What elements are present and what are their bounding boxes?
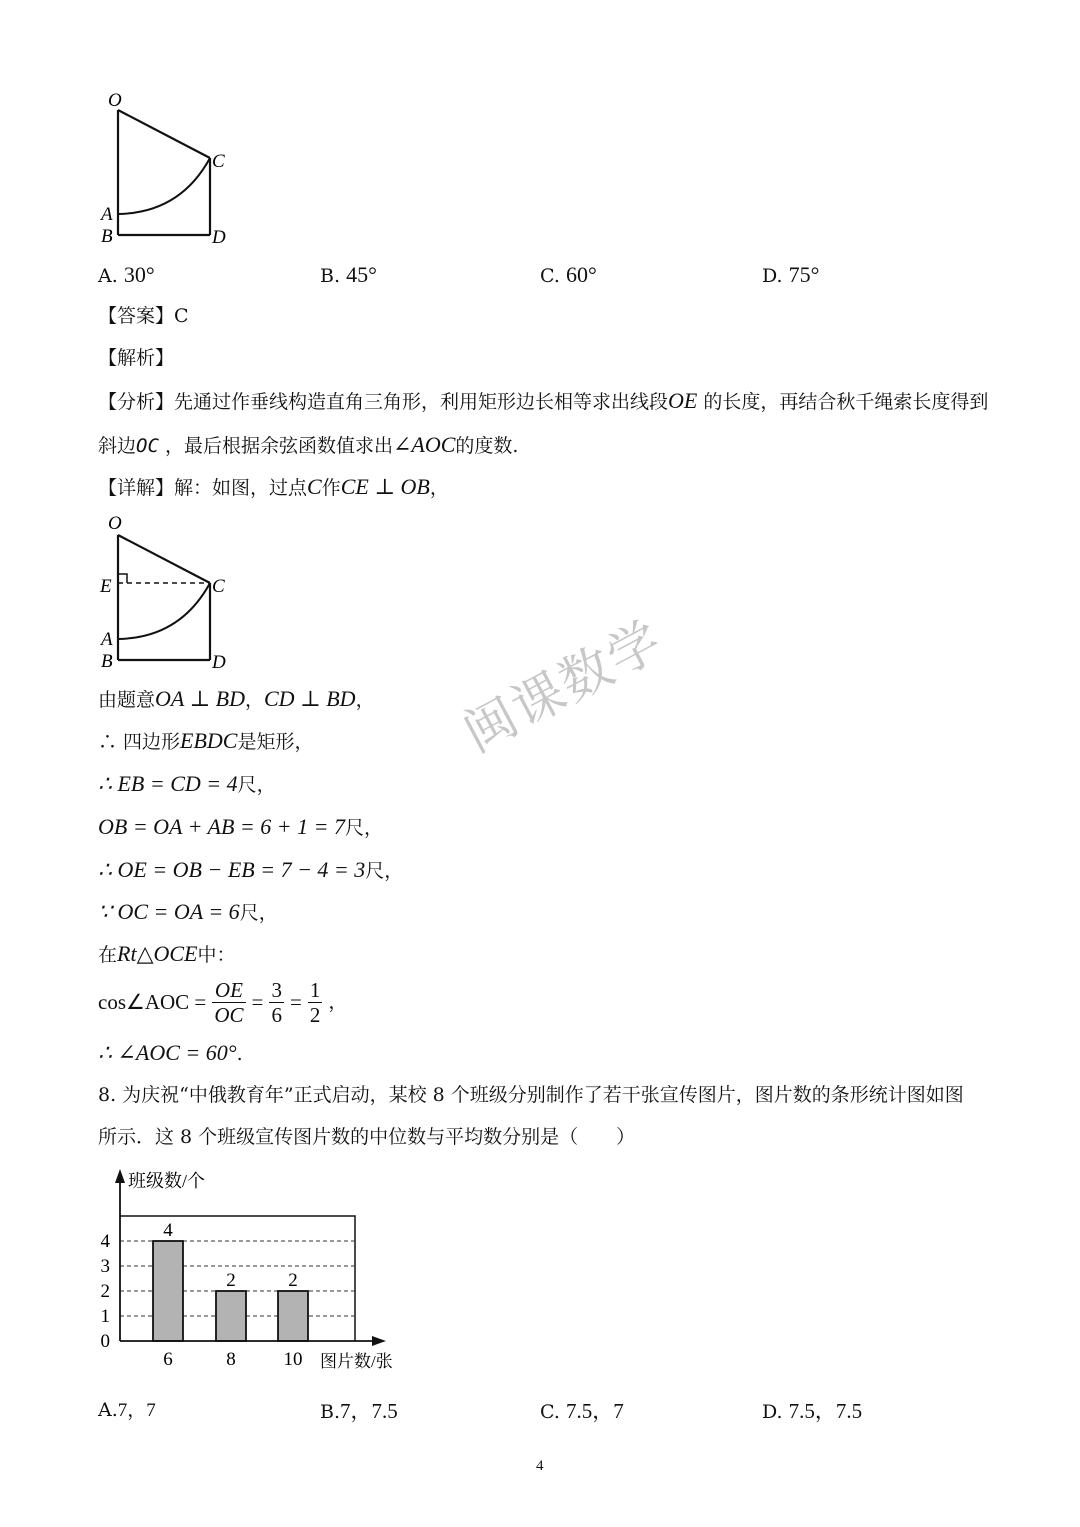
arc-ac: [118, 158, 210, 214]
x-axis-label: 图片数/张: [320, 1352, 393, 1371]
label-a: A: [101, 629, 113, 650]
step-text: .: [236, 1043, 243, 1065]
fraction-oe-oc: [212, 978, 245, 1027]
option-c-letter: C.: [540, 265, 560, 287]
figure-swing-1: [90, 85, 250, 255]
q8-option-d-value: 7.5，7.5: [788, 1399, 863, 1423]
fenxi-text: 的长度，再结合秋千绳索长度得到: [697, 391, 989, 413]
y-tick-label: 4: [100, 1231, 110, 1252]
watermark: 闽课数学: [454, 610, 674, 765]
y-axis-arrow: [115, 1169, 125, 1183]
fraction-3-6: [269, 978, 284, 1027]
label-d: D: [212, 227, 226, 248]
step-5: [98, 857, 403, 884]
y-tick-label: 0: [100, 1331, 110, 1352]
step-text: 尺，: [239, 902, 278, 924]
page-number: 4: [536, 1458, 544, 1474]
line-oc: [118, 110, 210, 158]
step-3: [98, 771, 276, 798]
fraction-denominator: 2: [309, 1002, 321, 1027]
q8-option-c: [540, 1395, 624, 1425]
x-tick-label: 10: [283, 1349, 303, 1370]
y-tick-label: 1: [100, 1306, 110, 1327]
q8-option-b-letter: B.: [320, 1401, 341, 1423]
step-math: OA ⊥ BD: [155, 686, 245, 711]
x-tick-label: 6: [163, 1349, 173, 1370]
label-b: B: [101, 226, 113, 247]
fraction-numerator: 1: [309, 977, 321, 1002]
xiangjie-label: 【详解】: [98, 477, 175, 499]
bar: [153, 1241, 183, 1341]
answer-value: C: [174, 305, 189, 327]
fenxi-text: 先通过作垂线构造直角三角形，利用矩形边长相等求出线段: [174, 391, 669, 413]
xiangjie-text: ，: [429, 477, 449, 499]
option-c-value: 60°: [565, 262, 597, 287]
option-d-value: 75°: [788, 262, 820, 287]
step-6: [98, 899, 278, 926]
step-4: [98, 814, 383, 841]
bar-data-label: 2: [288, 1270, 298, 1291]
label-c: C: [212, 151, 225, 172]
step-math: Rt△OCE: [117, 941, 198, 966]
step-7: [98, 941, 236, 968]
xiangjie-text: 作: [321, 477, 341, 499]
xiangjie-line: [98, 474, 449, 501]
cos-expression: cos∠AOC =: [98, 990, 207, 1014]
label-a: A: [101, 204, 113, 225]
q8-option-c-letter: C.: [540, 1401, 560, 1423]
step-text: ，: [244, 689, 264, 711]
answer-line: [98, 303, 189, 329]
q8-option-b-value: 7，7.5: [340, 1399, 398, 1423]
option-b: [320, 262, 377, 288]
right-angle-mark: [118, 574, 127, 583]
fenxi-line-2: [98, 432, 518, 459]
step-text: 尺，: [237, 774, 276, 796]
y-tick-label: 3: [100, 1256, 110, 1277]
fraction-denominator: OC: [214, 1002, 244, 1027]
step-math: EBDC: [180, 728, 238, 753]
q8-line-1: 8. 为庆祝“中俄教育年”正式启动，某校 8 个班级分别制作了若干张宣传图片，图片数的条形统计图如图: [98, 1084, 964, 1106]
xiangjie-text: 解：如图，过点: [174, 477, 308, 499]
q8-option-c-value: 7.5，7: [565, 1399, 624, 1423]
x-tick-label: 8: [226, 1349, 236, 1370]
fenxi-math-oe: OE: [668, 388, 698, 413]
option-a-value: 30°: [123, 262, 155, 287]
step-math: ∵ OC = OA = 6: [98, 899, 240, 924]
step-8-cosine: [98, 975, 347, 1028]
y-tick-label: 2: [100, 1281, 110, 1302]
fenxi-text: 的度数.: [455, 435, 519, 457]
label-b: B: [101, 651, 113, 672]
fenxi-text: ，最后根据余弦函数值求出: [158, 435, 393, 457]
step-math: ∴ ∠AOC = 60°: [98, 1040, 237, 1065]
q8-option-d: [762, 1395, 862, 1425]
x-axis-arrow: [372, 1336, 386, 1346]
equals-sign: =: [251, 990, 264, 1014]
fenxi-math-angle: ∠AOC: [392, 432, 456, 457]
label-e: E: [100, 576, 112, 597]
step-text: 尺，: [365, 860, 404, 882]
fenxi-label: 【分析】: [98, 391, 175, 413]
step-math: ∴ EB = CD = 4: [98, 771, 238, 796]
fenxi-text: 斜边: [98, 435, 137, 457]
bar: [278, 1291, 308, 1341]
analysis-label: 【解析】: [98, 347, 175, 369]
label-c: C: [212, 576, 225, 597]
fraction-1-2: [308, 978, 323, 1027]
step-text: ，: [328, 991, 348, 1013]
xiangjie-math-perp: CE ⊥ OB: [340, 474, 430, 499]
bar-data-label: 2: [226, 1270, 236, 1291]
step-9: [98, 1040, 243, 1067]
step-math: ∴ OE = OB − EB = 7 − 4 = 3: [98, 857, 366, 882]
line-oc: [118, 535, 210, 583]
fraction-numerator: 3: [271, 977, 282, 1002]
figure-swing-2: [90, 510, 250, 680]
fenxi-line-1: [98, 388, 988, 415]
q8-line-2: 所示．这 8 个班级宣传图片数的中位数与平均数分别是（ ）: [98, 1126, 636, 1148]
option-a: [98, 262, 155, 288]
fenxi-math-oc: OC: [136, 435, 159, 457]
q8-option-b: [320, 1395, 398, 1425]
answer-label: 【答案】: [98, 305, 175, 327]
step-2: [98, 728, 314, 755]
bar-chart: [90, 1165, 430, 1380]
xiangjie-math-c: C: [307, 474, 322, 499]
label-o: O: [108, 513, 122, 534]
step-math: CD ⊥ BD: [263, 686, 356, 711]
option-c: [540, 262, 597, 288]
q8-option-d-letter: D.: [762, 1401, 783, 1423]
label-o: O: [108, 90, 122, 111]
step-text: 在: [98, 944, 118, 966]
step-text: ，: [355, 689, 375, 711]
arc-ac: [118, 583, 210, 639]
step-text: 由题意: [98, 689, 156, 711]
step-text: ∴ 四边形: [98, 731, 181, 753]
step-text: 是矩形，: [237, 731, 314, 753]
fraction-numerator: OE: [212, 978, 245, 1003]
label-d: D: [212, 652, 226, 673]
y-axis-label: 班级数/个: [128, 1171, 206, 1191]
step-1: [98, 686, 375, 713]
equals-sign: =: [289, 990, 302, 1014]
step-math: OB = OA + AB = 6 + 1 = 7: [98, 814, 345, 839]
step-text: 中：: [197, 944, 236, 966]
q8-option-a-letter: A.: [98, 1399, 118, 1421]
bar: [216, 1291, 246, 1341]
option-a-letter: A.: [98, 265, 118, 287]
step-text: 尺，: [344, 817, 383, 839]
q8-option-a: [98, 1395, 156, 1422]
option-b-value: 45°: [346, 262, 377, 287]
option-d: [762, 262, 819, 288]
bar-data-label: 4: [163, 1220, 173, 1241]
option-b-letter: B.: [320, 265, 341, 287]
option-d-letter: D.: [762, 265, 783, 287]
fraction-denominator: 6: [271, 1002, 282, 1027]
q8-option-a-value: 7，7: [117, 1400, 156, 1421]
